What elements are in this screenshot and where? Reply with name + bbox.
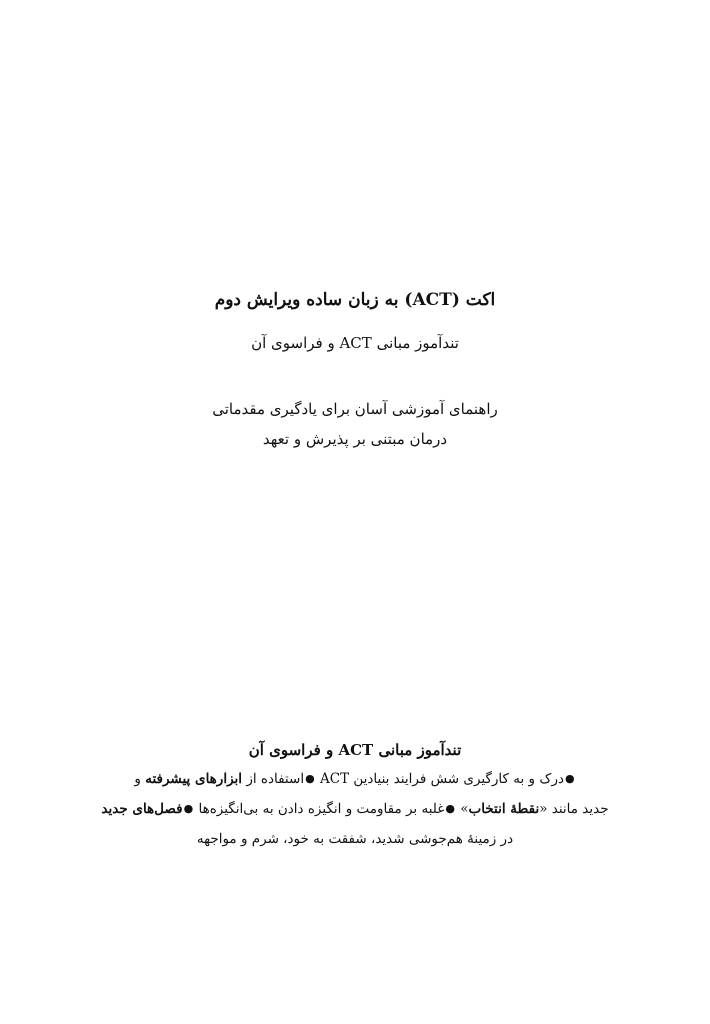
bullet-icon: ●	[183, 802, 194, 815]
book-subtitle: تندآموز مبانی ACT و فراسوی آن	[251, 334, 459, 352]
body-line-2-part-3: غلبه بر مقاومت و انگیزه دادن به بی‌انگیزه‌ها	[198, 801, 445, 817]
body-line-1	[0, 771, 710, 787]
body-line-2	[0, 801, 710, 817]
body-line-2-bold-2: فصل‌های جدید	[101, 801, 183, 817]
body-line-2-bold-1: نقطهٔ انتخاب	[468, 801, 540, 817]
body-line-3: در زمینهٔ هم‌جوشی شدید، شفقت به خود، شرم و مواجهه	[196, 831, 514, 847]
body-line-1-part-2: استفاده از	[246, 771, 305, 787]
body-line-1-bold-1: ابزارهای پیشرفته	[145, 771, 243, 787]
bullet-icon: ●	[445, 802, 455, 815]
guide-line-1: راهنمای آموزشی آسان برای یادگیری مقدماتی	[212, 400, 498, 418]
section-heading: تندآموز مبانی ACT و فراسوی آن	[248, 741, 462, 759]
guide-line-2: درمان مبتنی بر پذیرش و تعهد	[262, 430, 448, 448]
body-line-1-part-3: و	[134, 771, 141, 787]
body-line-2-part-2: »	[460, 801, 469, 817]
book-title: اکت (ACT) به زبان ساده ویرایش دوم	[214, 290, 496, 310]
bullet-icon: ●	[564, 772, 575, 785]
body-line-2-part-1: جدید مانند «	[539, 801, 609, 817]
body-line-1-part-1: درک و به کارگیری شش فرایند بنیادین ACT	[319, 771, 564, 787]
bullet-icon: ●	[305, 772, 315, 785]
